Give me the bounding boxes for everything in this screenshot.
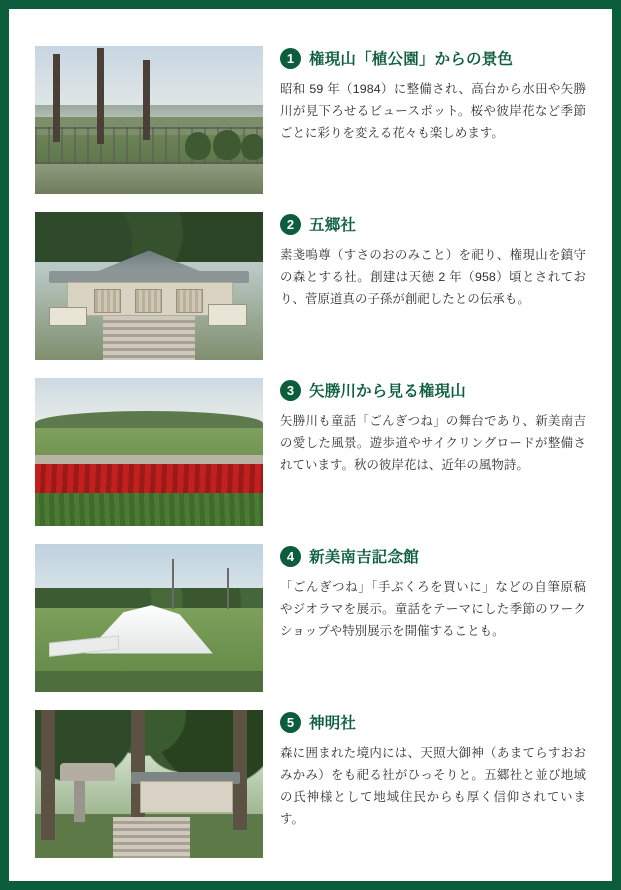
entry-header bbox=[280, 47, 586, 69]
entry-number-badge: 1 bbox=[280, 48, 301, 69]
entry-number-badge: 4 bbox=[280, 546, 301, 567]
entry-header bbox=[280, 379, 586, 401]
entry-photo-2 bbox=[35, 212, 263, 360]
entry-photo-4 bbox=[35, 544, 263, 692]
entry-title: 五郷社 bbox=[309, 217, 357, 234]
entry-title: 権現山「植公園」からの景色 bbox=[309, 51, 514, 68]
entry-photo-5 bbox=[35, 710, 263, 858]
entry-body bbox=[263, 212, 586, 310]
page-content bbox=[9, 0, 612, 890]
list-item bbox=[35, 710, 586, 858]
entry-header bbox=[280, 545, 586, 567]
entry-description: 「ごんぎつね」「手ぶくろを買いに」などの自筆原稿やジオラマを展示。童話をテーマにした季節のワークショップや特別展示を開催することも。 bbox=[280, 580, 586, 639]
entry-number-badge: 2 bbox=[280, 214, 301, 235]
entry-description: 素戔嗚尊（すさのおのみこと）を祀り、権現山を鎮守の森とする社。創建は天徳 2 年（958）頃とされており、菅原道真の子孫が創祀したとの伝承も。 bbox=[280, 248, 586, 307]
entry-body bbox=[263, 378, 586, 476]
entry-header bbox=[280, 711, 586, 733]
entry-description: 矢勝川も童話「ごんぎつね」の舞台であり、新美南吉の愛した風景。遊歩道やサイクリングロードが整備されています。秋の彼岸花は、近年の風物詩。 bbox=[280, 414, 586, 473]
list-item bbox=[35, 544, 586, 692]
entry-header bbox=[280, 213, 586, 235]
entry-body bbox=[263, 710, 586, 830]
entry-photo-1 bbox=[35, 46, 263, 194]
entry-body bbox=[263, 544, 586, 642]
entry-title: 新美南吉記念館 bbox=[309, 549, 419, 566]
entry-title: 矢勝川から見る権現山 bbox=[309, 383, 467, 400]
entry-number-badge: 3 bbox=[280, 380, 301, 401]
list-item bbox=[35, 212, 586, 360]
entry-description: 森に囲まれた境内には、天照大御神（あまてらすおおみかみ）をも祀る社がひっそりと。五郷社と並び地域の氏神様として地域住民からも厚く信仰されています。 bbox=[280, 746, 586, 827]
list-item bbox=[35, 378, 586, 526]
list-item bbox=[35, 46, 586, 194]
entry-title: 神明社 bbox=[309, 715, 357, 732]
entry-body bbox=[263, 46, 586, 144]
entry-description: 昭和 59 年（1984）に整備され、高台から水田や矢勝川が見下ろせるビュースポット。桜や彼岸花など季節ごとに彩りを変える花々も楽しめます。 bbox=[280, 82, 586, 141]
entry-number-badge: 5 bbox=[280, 712, 301, 733]
entry-photo-3 bbox=[35, 378, 263, 526]
